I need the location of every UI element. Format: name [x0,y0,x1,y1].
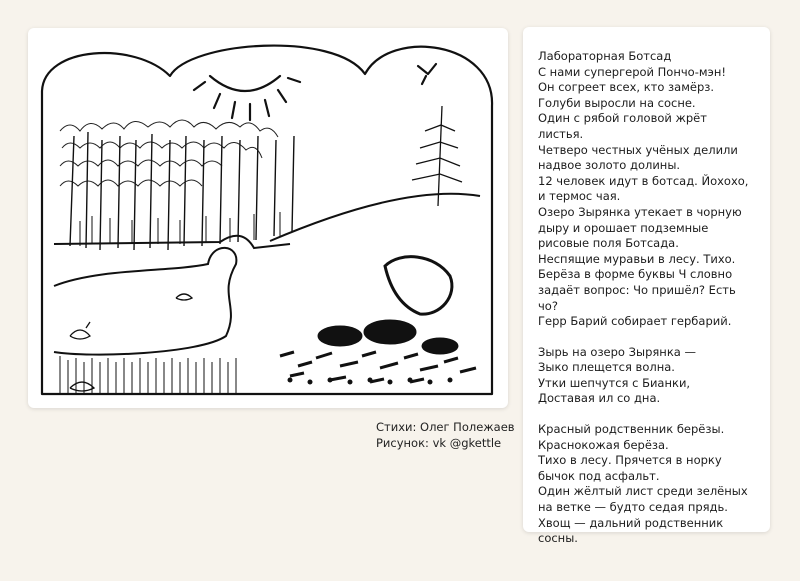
poem-line: сосны. [538,531,578,546]
poem-line: Зырь на озеро Зырянка — [538,344,696,359]
illustration-card [28,28,508,408]
stanza-2 [538,345,763,407]
poem-line: 12 человек идут в ботсад. Йохохо, [538,173,749,188]
poem-line: задаёт вопрос: Чо пришёл? Есть [538,282,736,297]
birch-trunks [70,132,294,250]
poem-line: Четверо честных учёных делили [538,142,738,157]
poem-line: Озеро Зырянка утекает в чорную [538,204,742,219]
poem-line: листья. [538,126,584,141]
stanza-gap [538,407,763,422]
reeds [60,356,236,394]
stanza-gap [538,330,763,345]
poem-line: Берёза в форме буквы Ч словно [538,267,733,282]
poem-line: Тихо в лесу. Прячется в норку [538,453,722,468]
stanza-1 [538,49,763,330]
credit-poems: Стихи: Олег Полежаев [376,420,515,434]
poem-line: рисовые поля Ботсада. [538,236,679,251]
poem-line: Доставая ил со дна. [538,391,661,406]
poem-line: Хвощ — дальний родственник [538,515,724,530]
credits [376,419,515,451]
poem-text [538,49,763,547]
poem-line: С нами супергерой Пончо-мэн! [538,64,726,79]
poem-line: надвое золото долины. [538,158,681,173]
poem-line: Голуби выросли на сосне. [538,95,696,110]
poem-line: Лабораторная Ботсад [538,49,672,63]
poem-line: и термос чая. [538,189,621,204]
credit-drawing: Рисунок: vk @gkettle [376,436,502,450]
ducks [70,294,192,391]
poem-line: на ветке — будто седая прядь. [538,500,728,515]
poem-line: Один жёлтый лист среди зелёных [538,484,748,499]
poem-line: дыру и орошает подземные [538,220,709,235]
ants-row [288,378,453,385]
ink-illustration [40,36,496,398]
stanza-3 [538,422,763,547]
poem-line: Он согреет всех, кто замёрз. [538,80,715,95]
poem-line: Один с рябой головой жрёт [538,111,707,126]
poem-line: бычок под асфальт. [538,468,660,483]
poem-line: Герр Барий собирает гербарий. [538,314,732,329]
poem-line: Неспящие муравьи в лесу. Тихо. [538,251,736,266]
poem-line: Утки шепчутся с Бианки, [538,375,691,390]
poem-line: Зыко плещется волна. [538,360,675,375]
poem-line: чо? [538,298,558,313]
poem-card [523,27,770,546]
black-hole [280,257,476,382]
poem-line: Краснокожая берёза. [538,437,669,452]
poem-line: Красный родственник берёзы. [538,422,725,437]
pine-tree [412,106,462,206]
